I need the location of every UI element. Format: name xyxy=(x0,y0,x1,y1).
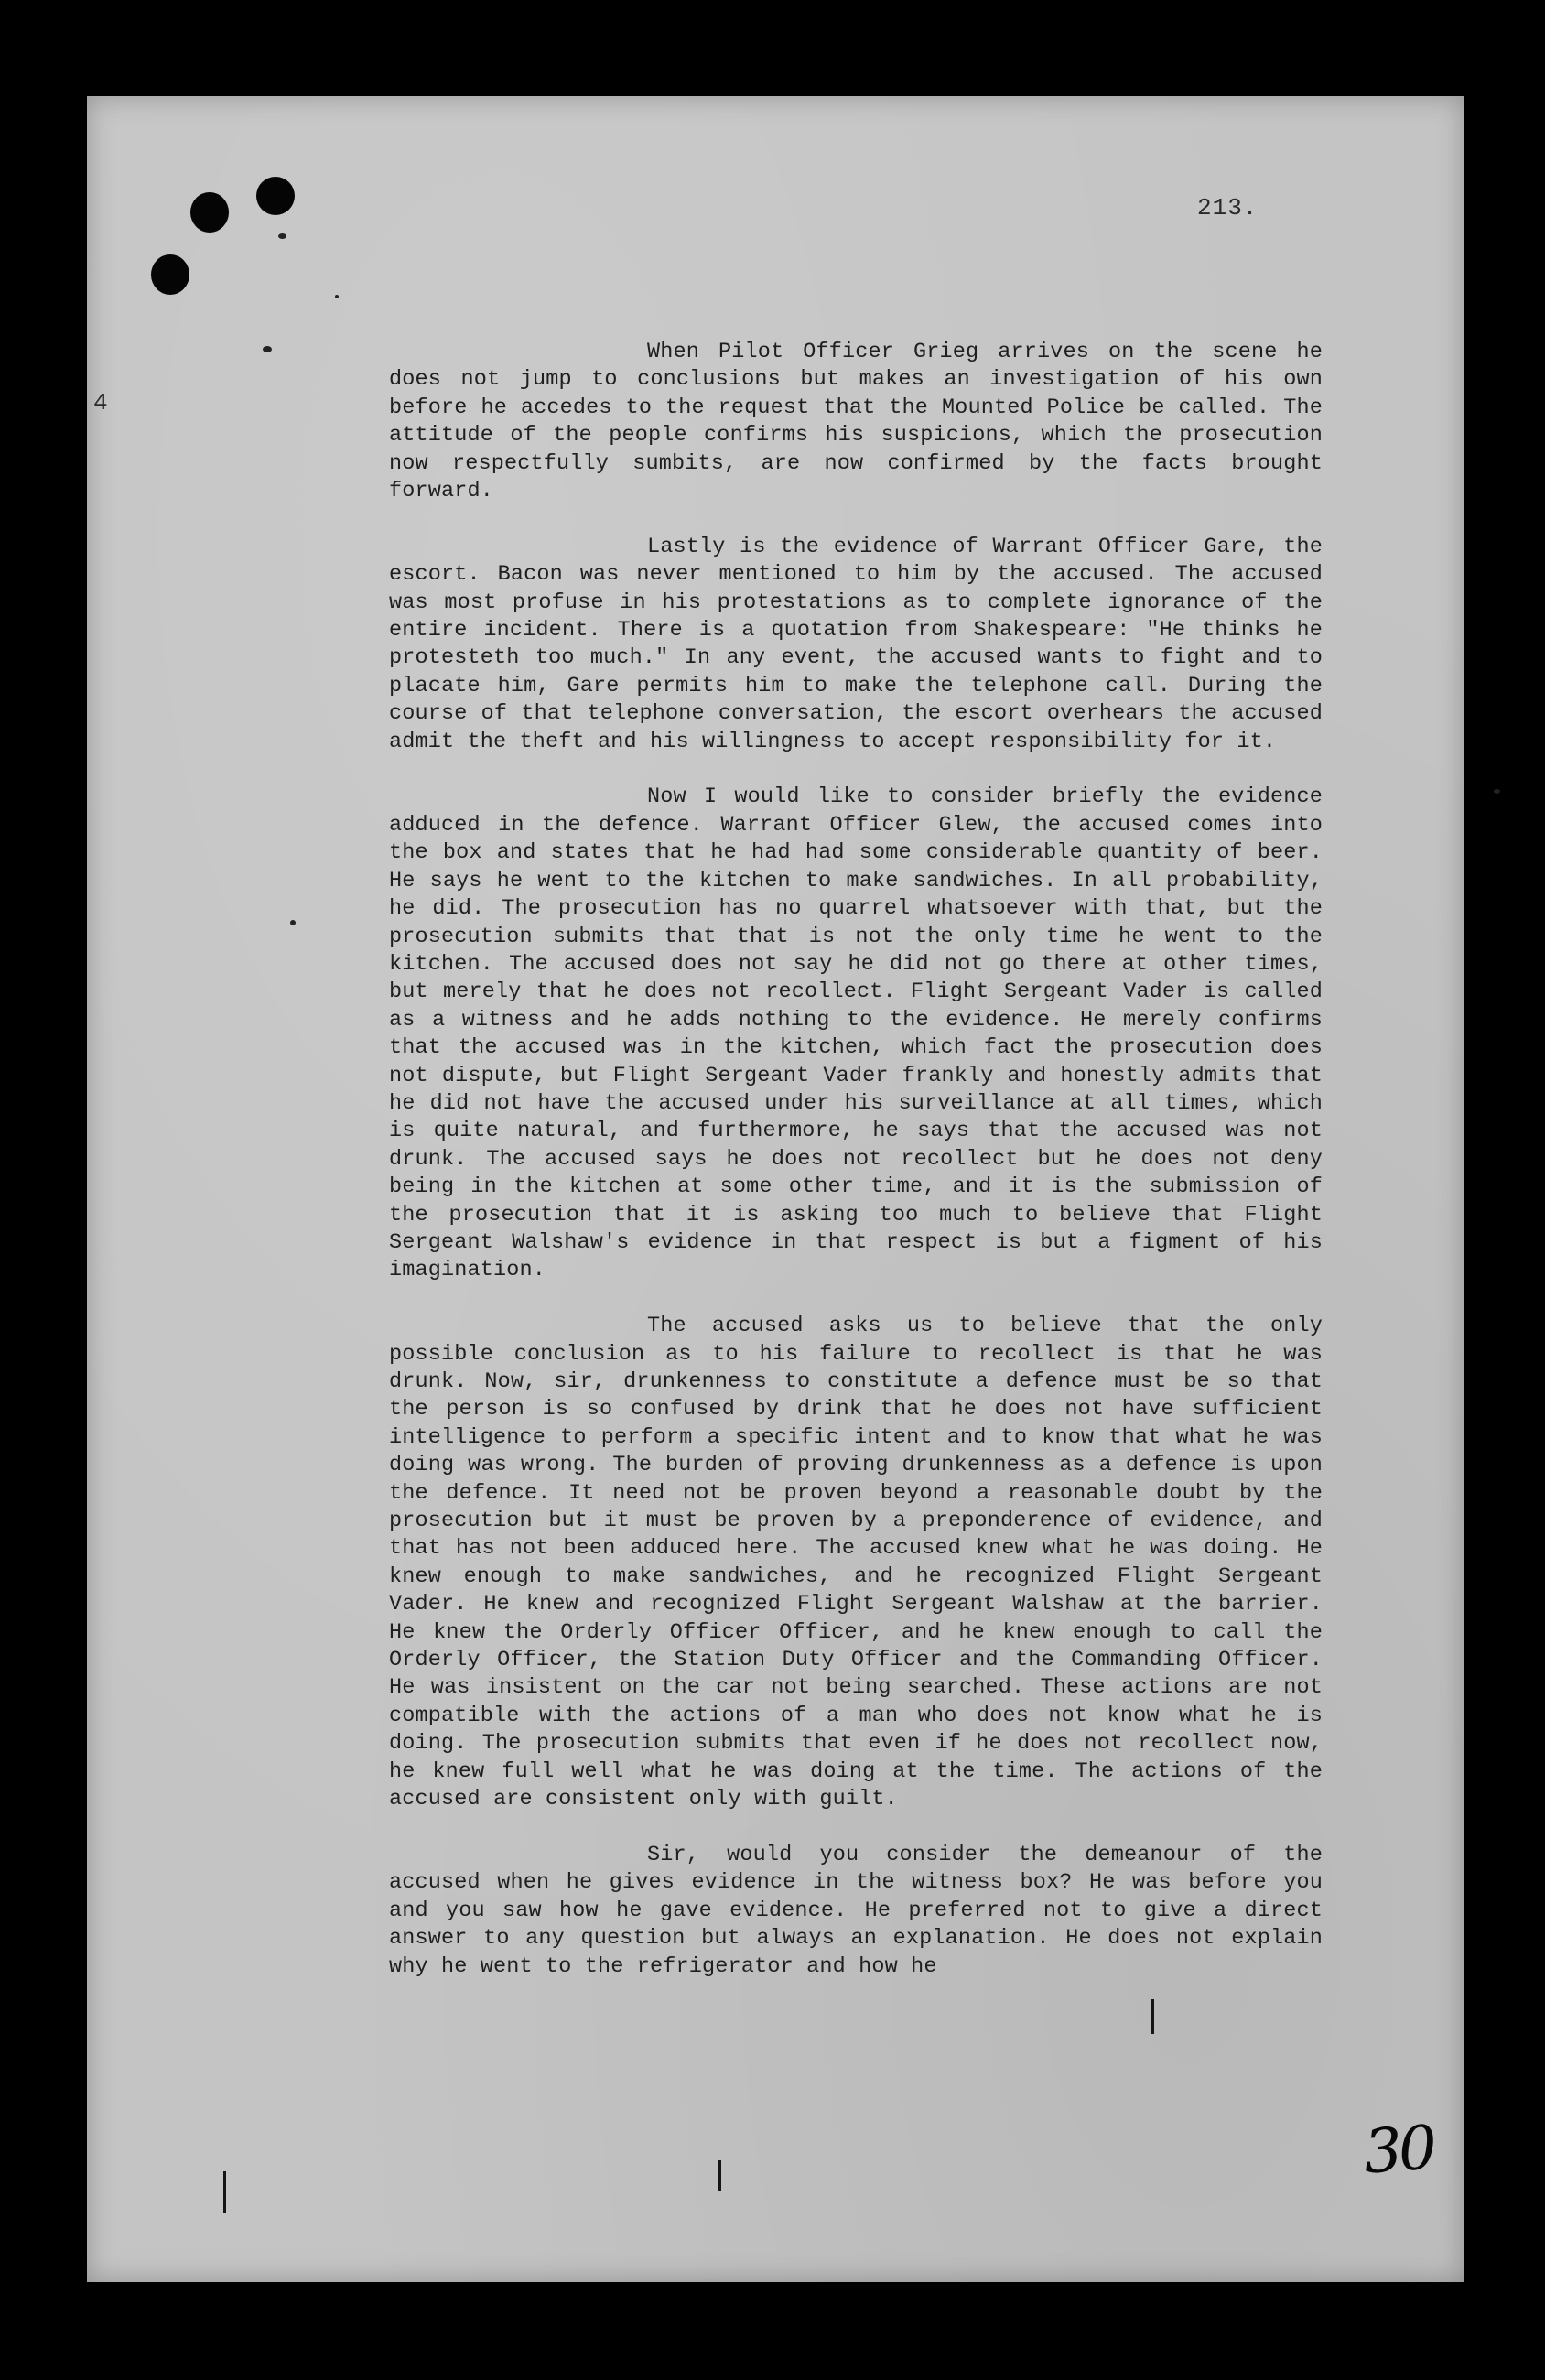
margin-mark: 4 xyxy=(93,389,108,416)
paragraph-gare: Lastly is the evidence of Warrant Officer Gare, the escort. Bacon was never mentioned to him by the accused. The accused was most profuse in his protestations as to complete ignorance of the entire incident. There is a quotation from Shakespeare: "He thinks he protesteth too much." In any event, the accused wants to fight and to placate him, Gare permits him to make the telephone call. During the course of that telephone conversation, the escort overhears the accused admit the theft and his willingness to accept responsibility for it. xyxy=(389,534,1323,754)
scan-speck xyxy=(263,346,272,352)
page-number: 213. xyxy=(1197,194,1259,222)
handwritten-annotation: 30 xyxy=(1361,2112,1436,2188)
punch-hole xyxy=(256,177,295,215)
pen-stroke xyxy=(1151,1999,1154,2034)
punch-hole xyxy=(151,254,189,295)
paragraph-drunkenness: The accused asks us to believe that the only possible conclusion as to his failure to recollect is that he was drunk. Now, sir, drunkenness to constitute a defence must be so that the person is so confused by drink that he does not have sufficient intelligence to perform a specific intent and to know that what he was doing was wrong. The burden of proving drunkenness as a defence is upon the defence. It need not be proven beyond a reasonable doubt by the prosecution but it must be proven by a preponderence of evidence, and that has not been adduced here. The accused knew what he was doing. He knew enough to make sandwiches, and he recognized Flight Sergeant Vader. He knew and recognized Flight Sergeant Walshaw at the barrier. He knew the Orderly Officer Officer, and he knew enough to call the Orderly Officer, the Station Duty Officer and the Commanding Officer. He was insistent on the car not being searched. These actions are not compatible with the actions of a man who does not know what he is doing. The prosecution submits that even if he does not recollect now, he knew full well what he was doing at the time. The actions of the accused are consistent only with guilt. xyxy=(389,1314,1323,1812)
document-body xyxy=(389,339,1323,1981)
scan-speck xyxy=(290,920,296,925)
scan-speck xyxy=(1494,789,1500,794)
scan-speck xyxy=(278,233,286,239)
scan-speck xyxy=(335,295,339,298)
paragraph-demeanour: Sir, would you consider the demeanour of the accused when he gives evidence in the witness box? He was before you and you saw how he gave evidence. He preferred not to give a direct answer to any question but always an explanation. He does not explain why he went to the refrigerator and how he xyxy=(389,1842,1323,1979)
paragraph-grieg: When Pilot Officer Grieg arrives on the scene he does not jump to conclusions but makes an investigation of his own before he accedes to the request that the Mounted Police be called. The attitude of the people confirms his suspicions, which the prosecution now respectfully sumbits, are now confirmed by the facts brought forward. xyxy=(389,340,1323,504)
paragraph-defence-evidence: Now I would like to consider briefly the evidence adduced in the defence. Warrant Officer Glew, the accused comes into the box and states that he had had some considerable quantity of beer. He says he went to the kitchen to make sandwiches. In all probability, he did. The prosecution has no quarrel whatsoever with that, but the prosecution submits that that is not the only time he went to the kitchen. The accused does not say he did not go there at other times, but merely that he does not recollect. Flight Sergeant Vader is called as a witness and he adds nothing to the evidence. He merely confirms that the accused was in the kitchen, which fact the prosecution does not dispute, but Flight Sergeant Vader frankly and honestly admits that he did not have the accused under his surveillance at all times, which is quite natural, and furthermore, he says that the accused was not drunk. The accused says he does not recollect but he does not deny being in the kitchen at some other time, and it is the submission of the prosecution that it is asking too much to believe that Flight Sergeant Walshaw's evidence in that respect is but a figment of his imagination. xyxy=(389,784,1323,1283)
pen-stroke xyxy=(223,2171,226,2213)
punch-hole xyxy=(190,192,229,233)
pen-stroke xyxy=(718,2160,721,2191)
